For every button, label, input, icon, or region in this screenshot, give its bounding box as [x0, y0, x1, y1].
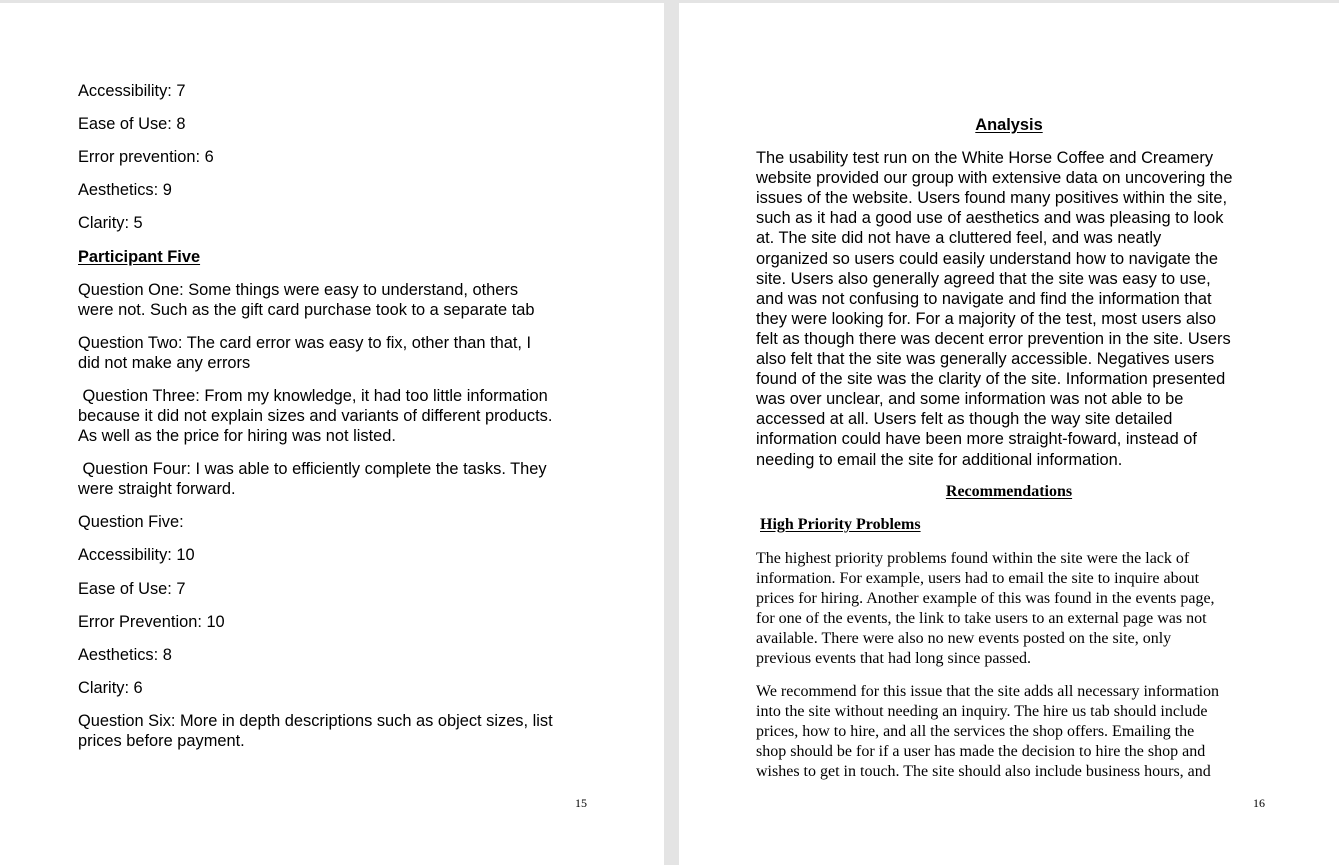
- text-line: needing to email the site for additional information.: [756, 450, 1123, 469]
- text-line: because it did not explain sizes and variants of different products.: [78, 407, 553, 425]
- text-line: at. The site did not have a cluttered feel, and was neatly: [756, 229, 1162, 248]
- text-line: they were looking for. For a majority of the test, most users also: [756, 309, 1217, 328]
- text-line: Question One: Some things were easy to understand, others: [78, 281, 519, 299]
- text-line: wishes to get in touch. The site should also include business hours, and: [756, 763, 1211, 780]
- p5-rating-error-prevention: Error Prevention: 10: [78, 613, 225, 631]
- rating-error-prevention: Error prevention: 6: [78, 148, 214, 166]
- page-number: 16: [1253, 796, 1265, 810]
- page-15: [0, 3, 664, 865]
- participant-five-heading: Participant Five: [78, 248, 201, 266]
- text-line: did not make any errors: [78, 354, 251, 372]
- p5-rating-clarity: Clarity: 6: [78, 679, 143, 697]
- question-five: Question Five:: [78, 513, 184, 531]
- text-line: for one of the events, the link to take users to an external page was not: [756, 610, 1207, 627]
- text-line: shop should be for if a user has made the decision to hire the shop and: [756, 743, 1206, 760]
- text-line: information could have been more straight-foward, instead of: [756, 430, 1197, 449]
- rating-aesthetics: Aesthetics: 9: [78, 181, 172, 199]
- text-line: available. There were also no new events posted on the site, only: [756, 630, 1172, 647]
- page-number: 15: [575, 796, 587, 810]
- text-line: The highest priority problems found within the site were the lack of: [756, 550, 1190, 567]
- text-line: and was not confusing to navigate and find the information that: [756, 289, 1212, 308]
- text-line: site. Users also generally agreed that the site was easy to use,: [756, 269, 1211, 288]
- rating-accessibility: Accessibility: 7: [78, 82, 186, 100]
- text-line: We recommend for this issue that the site adds all necessary information: [756, 683, 1220, 700]
- rating-ease-of-use: Ease of Use: 8: [78, 115, 186, 133]
- text-line: felt as though there was decent error prevention in the site. Users: [756, 329, 1231, 348]
- p5-rating-ease-of-use: Ease of Use: 7: [78, 580, 186, 598]
- text-line: issues of the website. Users found many positives within the site,: [756, 189, 1227, 208]
- text-line: also felt that the site was generally accessible. Negatives users: [756, 350, 1215, 368]
- text-line: The usability test run on the White Horse Coffee and Creamery: [756, 149, 1214, 167]
- text-line: was over unclear, and some information was not able to be: [756, 390, 1184, 409]
- text-line: prices before payment.: [78, 732, 245, 750]
- text-line: Question Two: The card error was easy to fix, other than that, I: [78, 334, 532, 352]
- page-16: [679, 3, 1339, 865]
- text-line: Question Six: More in depth descriptions such as object sizes, list: [78, 712, 553, 730]
- p5-rating-accessibility: Accessibility: 10: [78, 546, 195, 564]
- text-line: website provided our group with extensive data on uncovering the: [756, 169, 1233, 188]
- analysis-heading: Analysis: [975, 116, 1043, 134]
- text-line: accessed at all. Users felt as though the way site detailed: [756, 410, 1173, 429]
- text-line: As well as the price for hiring was not listed.: [78, 427, 396, 445]
- text-line: organized so users could easily understand how to navigate the: [756, 249, 1218, 268]
- text-line: were not. Such as the gift card purchase took to a separate tab: [78, 301, 535, 319]
- text-line: previous events that had long since passed.: [756, 650, 1032, 667]
- text-line: Question Three: From my knowledge, it had too little information: [78, 387, 548, 405]
- text-line: prices, how to hire, and all the services the shop offers. Emailing the: [756, 723, 1195, 740]
- text-line: into the site without needing an inquiry. The hire us tab should include: [756, 703, 1208, 720]
- rating-clarity: Clarity: 5: [78, 214, 143, 232]
- text-line: found of the site was the clarity of the site. Information presented: [756, 370, 1226, 389]
- recommendations-heading: Recommendations: [945, 483, 1073, 500]
- text-line: Question Four: I was able to efficiently complete the tasks. They: [78, 460, 547, 478]
- p5-rating-aesthetics: Aesthetics: 8: [78, 646, 172, 664]
- high-priority-heading: High Priority Problems: [760, 516, 921, 533]
- text-line: were straight forward.: [78, 480, 236, 498]
- text-line: such as it had a good use of aesthetics and was pleasing to look: [756, 209, 1224, 228]
- text-line: prices for hiring. Another example of this was found in the events page,: [756, 590, 1215, 607]
- text-line: information. For example, users had to email the site to inquire about: [756, 570, 1200, 587]
